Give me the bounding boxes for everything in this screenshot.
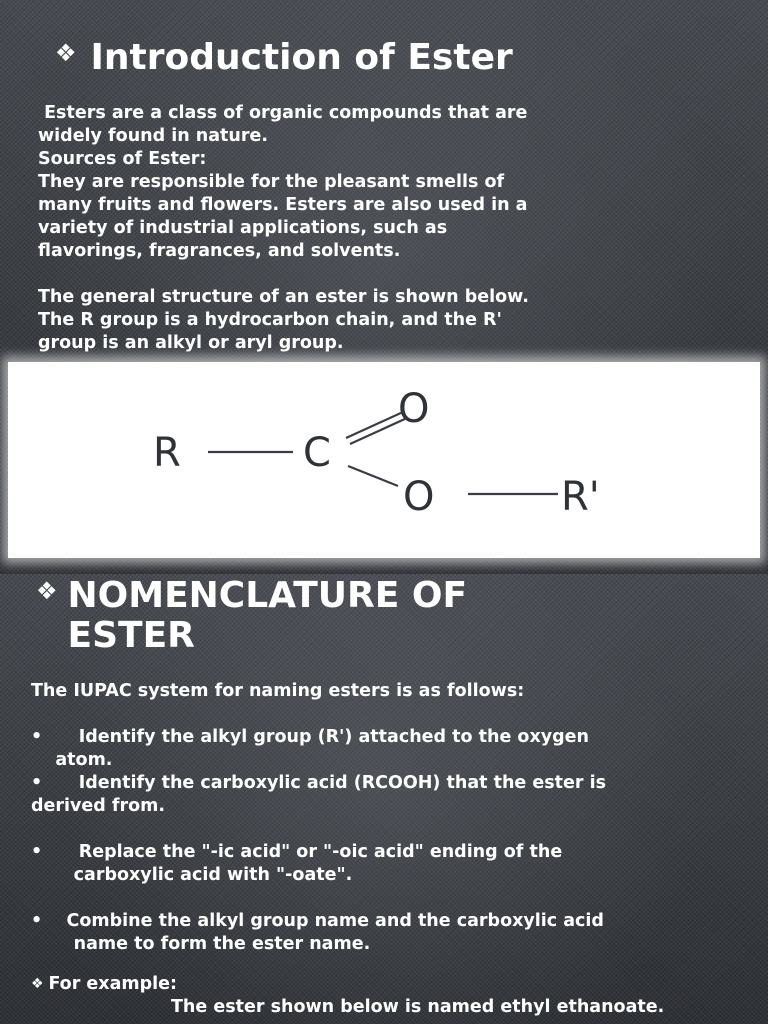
- text-line: They are responsible for the pleasant smells of: [38, 172, 505, 192]
- r-prime-group-label: R': [561, 474, 600, 520]
- carbonyl-double-bond-a: [346, 412, 403, 438]
- slide-title: ❖ Introduction of Ester: [55, 37, 513, 78]
- text-line: flavorings, fragrances, and solvents.: [38, 241, 401, 261]
- text-line: widely found in nature.: [38, 126, 269, 146]
- bullet-item: • Identify the alkyl group (R') attached to the oxygen: [31, 727, 590, 747]
- blank-line: [31, 703, 751, 726]
- text-line: Esters are a class of organic compounds that are: [38, 103, 528, 123]
- nomenclature-body: [31, 680, 751, 1019]
- intro-text: The IUPAC system for naming esters is as follows:: [31, 681, 525, 701]
- diamond-bullet-icon: ❖: [36, 577, 58, 605]
- text-line: many fruits and flowers. Esters are also used in a: [38, 195, 528, 215]
- diamond-bullet-icon: ❖: [55, 39, 77, 67]
- text-line: The general structure of an ester is shown below.: [38, 287, 529, 307]
- bullet-item-cont: derived from.: [31, 796, 166, 816]
- text-line: variety of industrial applications, such as: [38, 218, 448, 238]
- text-line: group is an alkyl or aryl group.: [38, 333, 344, 353]
- bullet-item: • Combine the alkyl group name and the carboxylic acid: [31, 911, 604, 931]
- intro-paragraph: [38, 102, 598, 355]
- slide-title: ❖ NOMENCLATURE OF ESTER: [36, 575, 468, 656]
- r-group-label: R: [153, 430, 181, 476]
- example-text: The ester shown below is named ethyl ethanoate.: [171, 997, 665, 1017]
- blank-line: [31, 818, 751, 841]
- bullet-item: • Replace the "-ic acid" or "-oic acid" ending of the: [31, 842, 563, 862]
- bullet-item-cont: name to form the ester name.: [31, 934, 371, 954]
- diamond-bullet-icon: ❖: [31, 976, 49, 992]
- text-line: Sources of Ester:: [38, 149, 207, 169]
- blank-line: [38, 263, 598, 286]
- bullet-item-cont: carboxylic acid with "-oate".: [31, 865, 353, 885]
- example-label-line: ❖ For example:: [31, 974, 178, 994]
- text-line: The R group is a hydrocarbon chain, and the R': [38, 310, 502, 330]
- spacer: [31, 956, 751, 973]
- bullet-item: • Identify the carboxylic acid (RCOOH) that the ester is: [31, 773, 607, 793]
- c-o-single-bond: [348, 466, 398, 486]
- carbonyl-oxygen-label: O: [398, 386, 430, 432]
- ester-oxygen-label: O: [403, 474, 435, 520]
- ester-structure-diagram: [8, 362, 760, 558]
- bullet-item-cont: atom.: [31, 750, 113, 770]
- carbon-label: C: [303, 430, 331, 476]
- blank-line: [31, 887, 751, 910]
